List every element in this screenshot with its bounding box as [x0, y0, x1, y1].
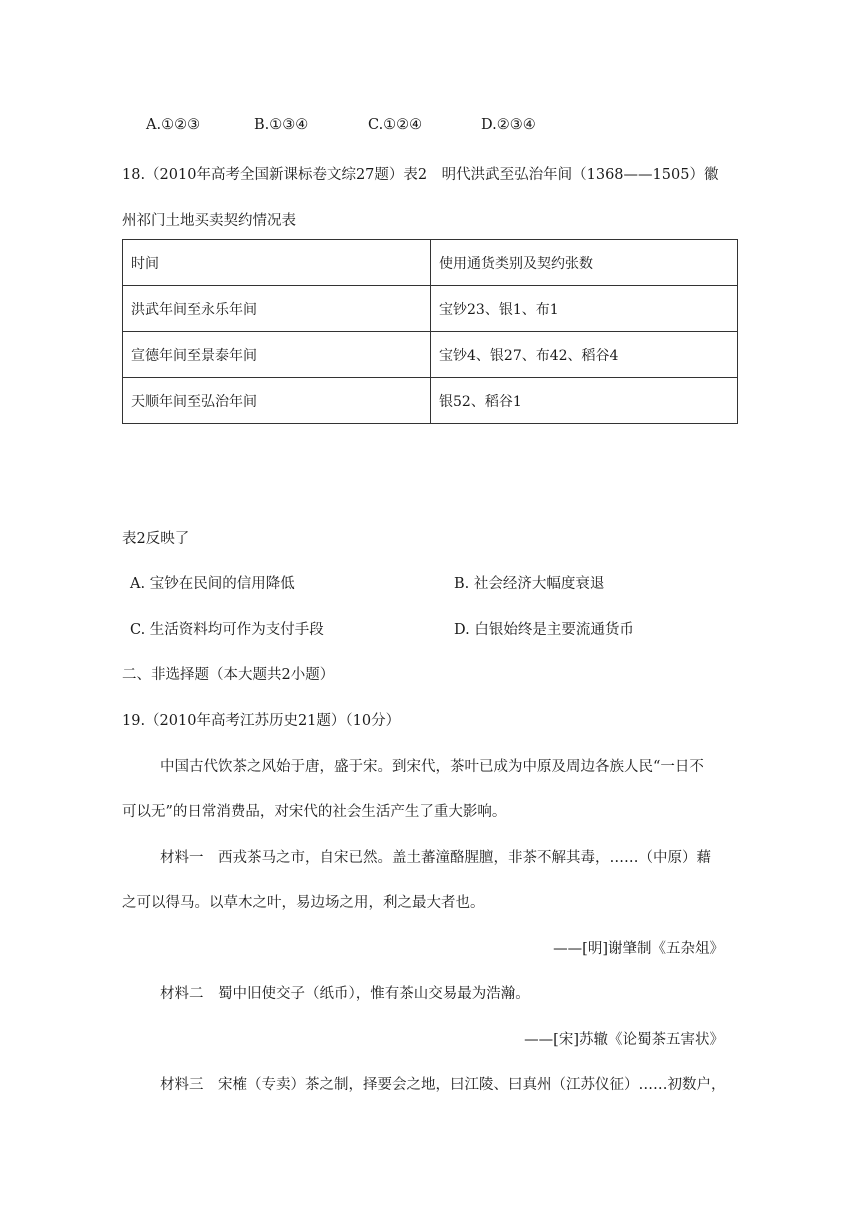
- table-row: [123, 332, 738, 378]
- table-row: [123, 378, 738, 424]
- material1-line1: 材料一 西戎茶马之市，自宋已然。盖土蕃潼酪腥膻，非茶不解其毒，……（中原）藉: [160, 850, 711, 866]
- q17-options: [146, 117, 536, 133]
- q18-option-c: C. 生活资料均可作为支付手段: [130, 622, 324, 638]
- contract-table: [122, 239, 738, 424]
- material2-line1: 材料二 蜀中旧使交子（纸币），惟有茶山交易最为浩瀚。: [160, 986, 530, 1002]
- q19-title: 19.（2010年高考江苏历史21题）（10分）: [122, 713, 401, 729]
- q18-option-b: B. 社会经济大幅度衰退: [454, 576, 605, 592]
- table-cell: 宝钞23、银1、布1: [431, 286, 738, 332]
- table-cell: 银52、稻谷1: [431, 378, 738, 424]
- table-header-currency: 使用通货类别及契约张数: [431, 240, 738, 286]
- material2-source: ——[宋]苏辙《论蜀茶五害状》: [524, 1032, 724, 1048]
- material1-line2: 之可以得马。以草木之叶，易边场之用，利之最大者也。: [122, 895, 485, 911]
- q17-option-a: A.①②③: [146, 117, 201, 133]
- table-cell: 天顺年间至弘治年间: [123, 378, 431, 424]
- material1-source: ——[明]谢肇制《五杂俎》: [553, 941, 724, 957]
- q19-intro-line1: 中国古代饮茶之风始于唐，盛于宋。到宋代，茶叶已成为中原及周边各族人民“一日不: [160, 759, 704, 775]
- material3-line1: 材料三 宋榷（专卖）茶之制，择要会之地，曰江陵、曰真州（江苏仪征）……初数户，: [160, 1077, 726, 1093]
- q18-title-line1: 18.（2010年高考全国新课标卷文综27题）表2 明代洪武至弘治年间（1368——1505）徽: [122, 167, 719, 183]
- q17-option-d: D.②③④: [481, 117, 536, 133]
- q18-title-line2: 州祁门土地买卖契约情况表: [122, 213, 296, 229]
- table-row: [123, 286, 738, 332]
- q19-intro-line2: 可以无”的日常消费品，对宋代的社会生活产生了重大影响。: [122, 804, 507, 820]
- q18-option-a: A. 宝钞在民间的信用降低: [130, 576, 295, 592]
- table-cell: 洪武年间至永乐年间: [123, 286, 431, 332]
- q18-option-d: D. 白银始终是主要流通货币: [454, 622, 634, 638]
- section-heading: 二、非选择题（本大题共2小题）: [122, 667, 335, 683]
- table-cell: 宣德年间至景泰年间: [123, 332, 431, 378]
- q17-option-c: C.①②④: [368, 117, 423, 133]
- q17-option-b: B.①③④: [254, 117, 309, 133]
- table-cell: 宝钞4、银27、布42、稻谷4: [431, 332, 738, 378]
- q18-stem: 表2反映了: [122, 531, 190, 547]
- table-header-row: [123, 240, 738, 286]
- table-header-time: 时间: [123, 240, 431, 286]
